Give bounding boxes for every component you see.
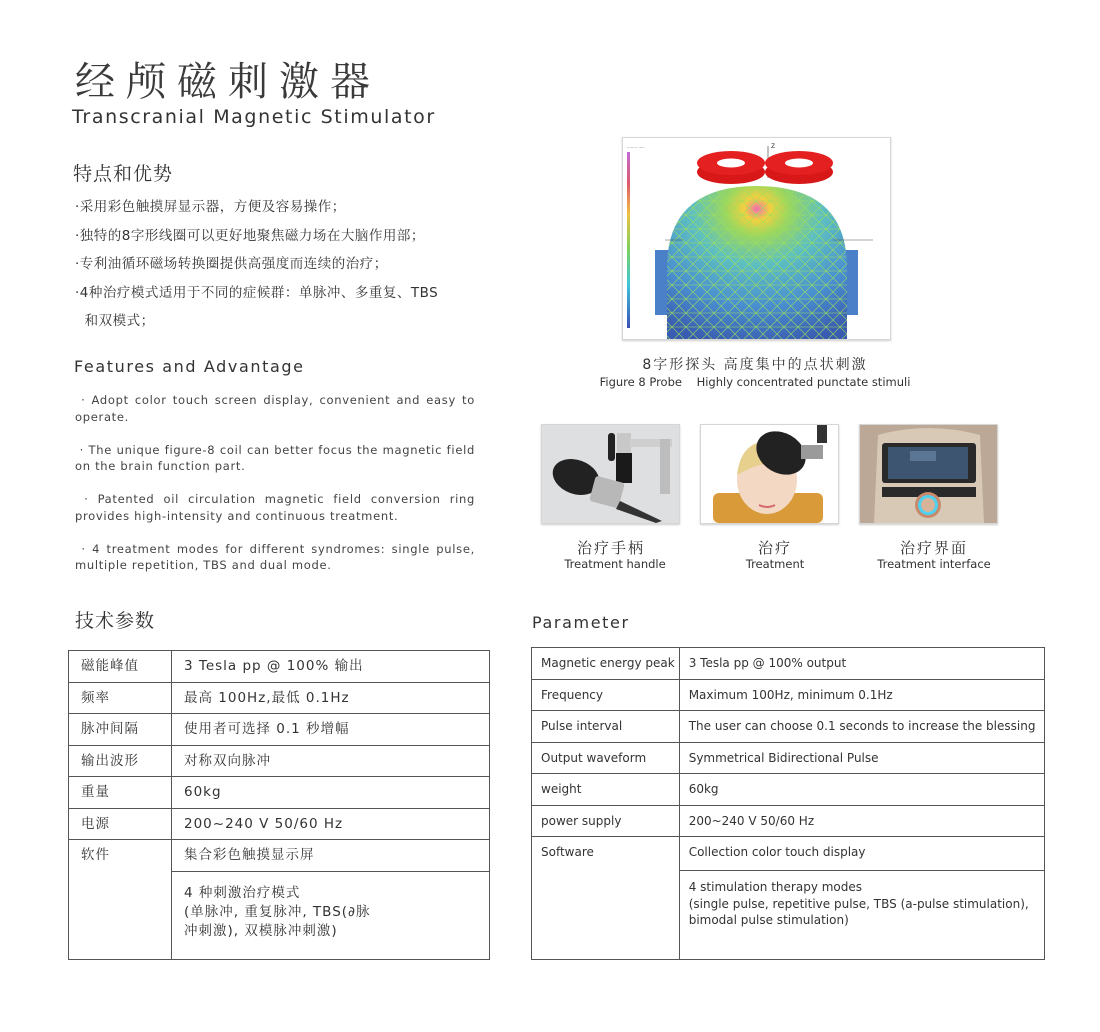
param-value: Maximum 100Hz, minimum 0.1Hz bbox=[679, 679, 1045, 711]
param-label: power supply bbox=[532, 805, 680, 837]
param-label: 磁能峰值 bbox=[69, 651, 172, 683]
param-label: 电源 bbox=[69, 808, 172, 840]
param-value: 60kg bbox=[172, 777, 490, 809]
table-row bbox=[532, 679, 1045, 711]
params-table-en bbox=[531, 647, 1045, 960]
probe-caption-en: Figure 8 Probe Highly concentrated punctate stimuli bbox=[599, 375, 911, 389]
photo-caption-en: Treatment bbox=[745, 557, 805, 571]
feature-item-cn: ·4种治疗模式适用于不同的症候群：单脉冲、多重复、TBS bbox=[75, 284, 439, 301]
table-row bbox=[532, 774, 1045, 806]
feature-item-en: · Adopt color touch screen display, convenient and easy to operate. bbox=[75, 393, 480, 424]
photo-caption-cn: 治疗 bbox=[757, 539, 792, 557]
table-row bbox=[69, 840, 490, 872]
feature-item-en: · Patented oil circulation magnetic field conversion ring provides high-intensity and continuous treatment. bbox=[75, 492, 480, 523]
probe-caption-cn: 8字形探头 高度集中的点状刺激 bbox=[642, 357, 868, 373]
table-row bbox=[69, 714, 490, 746]
features-heading-en: Features and Advantage bbox=[74, 357, 305, 376]
feature-item-en: · The unique figure-8 coil can better focus the magnetic field on the brain function part. bbox=[75, 442, 480, 473]
table-row bbox=[532, 742, 1045, 774]
photo-caption-en: Treatment handle bbox=[564, 557, 666, 571]
param-label: 脉冲间隔 bbox=[69, 714, 172, 746]
table-row bbox=[532, 805, 1045, 837]
photo-caption-cn: 治疗界面 bbox=[899, 539, 968, 557]
head-field-simulation-icon bbox=[623, 138, 890, 339]
param-label: 软件 bbox=[69, 840, 172, 960]
features-list-en bbox=[75, 392, 480, 590]
table-row bbox=[69, 745, 490, 777]
param-value: 使用者可选择 0.1 秒增幅 bbox=[172, 714, 490, 746]
param-value-line: (single pulse, repetitive pulse, TBS (a-pulse stimulation), bbox=[688, 896, 1029, 911]
feature-item-cn: ·专利油循环磁场转换圈提供高强度而连续的治疗； bbox=[75, 256, 388, 272]
params-table-cn bbox=[68, 650, 490, 960]
param-value: 3 Tesla pp @ 100% output bbox=[679, 648, 1045, 680]
treatment-photo bbox=[700, 424, 839, 524]
param-label: 频率 bbox=[69, 682, 172, 714]
photo-caption-en: Treatment interface bbox=[877, 557, 991, 571]
feature-item-en: · 4 treatment modes for different syndromes: single pulse, multiple repetition, TBS and dual mode. bbox=[75, 541, 480, 572]
param-value: Symmetrical Bidirectional Pulse bbox=[679, 742, 1045, 774]
coil-handle-icon bbox=[542, 425, 679, 523]
param-value-multiline bbox=[172, 871, 490, 959]
param-value: 对称双向脉冲 bbox=[172, 745, 490, 777]
table-row bbox=[69, 808, 490, 840]
table-row bbox=[69, 651, 490, 683]
touch-screen-console-icon bbox=[860, 425, 997, 523]
param-value: 200~240 V 50/60 Hz bbox=[679, 805, 1045, 837]
param-label: Magnetic energy peak bbox=[532, 648, 680, 680]
treatment-interface-photo bbox=[859, 424, 998, 524]
param-value-line: bimodal pulse stimulation) bbox=[688, 913, 849, 927]
table-row bbox=[69, 682, 490, 714]
param-value: The user can choose 0.1 seconds to increase the blessing bbox=[679, 711, 1045, 743]
treatment-handle-photo bbox=[541, 424, 680, 524]
param-value-line: 4 stimulation therapy modes bbox=[688, 880, 863, 894]
param-value: 200~240 V 50/60 Hz bbox=[172, 808, 490, 840]
param-label: Software bbox=[532, 837, 680, 960]
param-label: Output waveform bbox=[532, 742, 680, 774]
param-value: 最高 100Hz,最低 0.1Hz bbox=[172, 682, 490, 714]
param-label: weight bbox=[532, 774, 680, 806]
feature-item-cn: 和双模式； bbox=[75, 313, 155, 329]
figure8-probe-image bbox=[622, 137, 891, 340]
page-title-cn: 经颅磁刺激器 bbox=[75, 59, 381, 105]
features-list-cn bbox=[75, 193, 438, 336]
table-row bbox=[532, 648, 1045, 680]
table-row bbox=[532, 711, 1045, 743]
table-row bbox=[69, 777, 490, 809]
param-value-line: 4 种刺激治疗模式 bbox=[184, 884, 301, 901]
feature-item-cn: ·独特的8字形线圈可以更好地聚焦磁力场在大脑作用部； bbox=[75, 227, 425, 244]
param-value-line: 冲刺激), 双模脉冲刺激) bbox=[184, 922, 338, 939]
param-value: 60kg bbox=[679, 774, 1045, 806]
param-value-multiline bbox=[679, 871, 1045, 960]
param-label: Frequency bbox=[532, 679, 680, 711]
param-value: 3 Tesla pp @ 100% 输出 bbox=[172, 651, 490, 683]
svg-text:Z: Z bbox=[771, 143, 776, 150]
param-value-line: (单脉冲, 重复脉冲, TBS(∂脉 bbox=[184, 903, 371, 920]
features-heading-cn: 特点和优势 bbox=[73, 163, 174, 185]
patient-treatment-icon bbox=[701, 425, 838, 523]
param-value: 集合彩色触摸显示屏 bbox=[172, 840, 490, 872]
params-heading-cn: 技术参数 bbox=[75, 610, 156, 632]
feature-item-cn: ·采用彩色触摸屏显示器，方便及容易操作； bbox=[75, 199, 346, 215]
table-row bbox=[532, 837, 1045, 871]
svg-text:········ ·····: ········ ····· bbox=[627, 145, 645, 150]
param-label: 输出波形 bbox=[69, 745, 172, 777]
params-heading-en: Parameter bbox=[532, 613, 630, 632]
photo-caption-cn: 治疗手柄 bbox=[576, 539, 645, 557]
param-label: 重量 bbox=[69, 777, 172, 809]
page-title-en: Transcranial Magnetic Stimulator bbox=[72, 106, 436, 128]
param-value: Collection color touch display bbox=[679, 837, 1045, 871]
param-label: Pulse interval bbox=[532, 711, 680, 743]
